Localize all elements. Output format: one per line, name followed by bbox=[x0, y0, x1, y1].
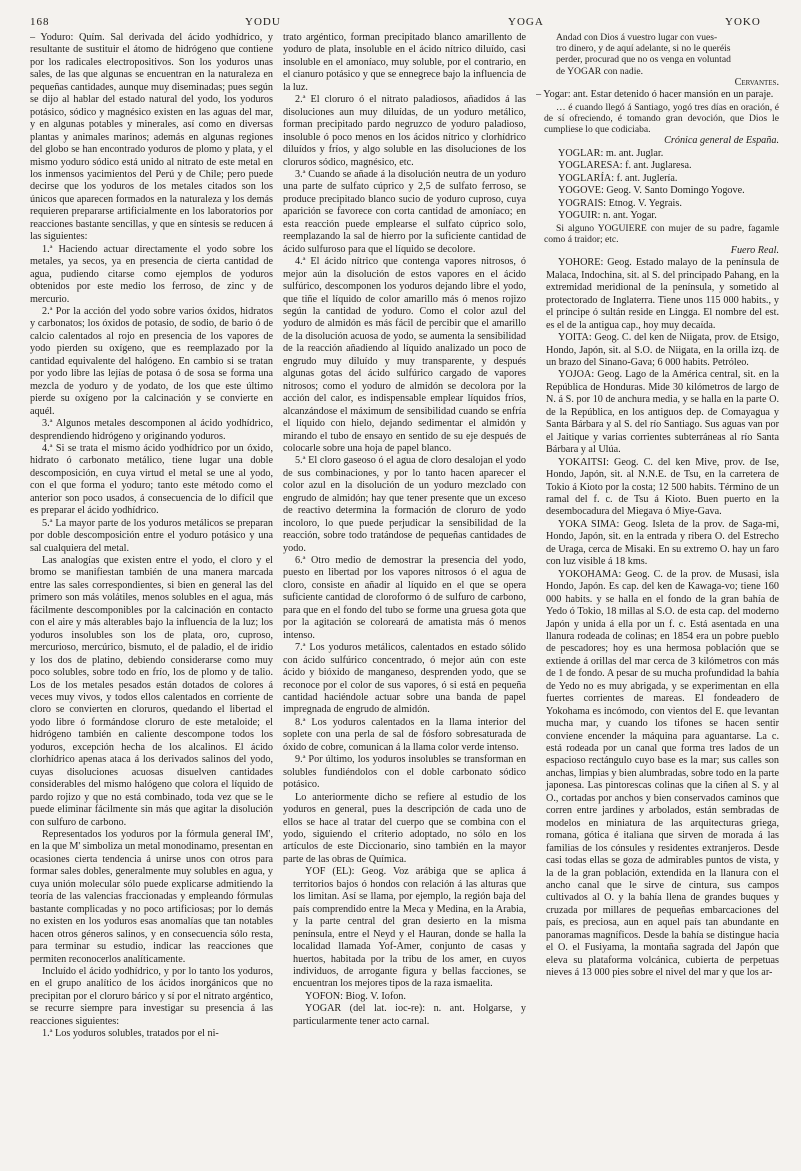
entry-yograis: YOGRAIS: Etnog. V. Yegrais. bbox=[558, 197, 682, 209]
page-number: 168 bbox=[30, 16, 50, 28]
yoduro-method-2: 2.ª Por la acción del yodo sobre varios óxidos, hidratos y carbonatos; los óxidos de potasio, de sodio, de bario ó de calcio calentados al rojo en presencia de los vapores de yodo pierden su oxígeno, que es reemplazado por la cantidad equivalente del halógeno. En cambio si se tratan por yodo libre las lejías de potasa ó de sosa se forma una mezcla de yoduro y de yodato, de los que este último pierde su oxígeno por la calcinación y se convierte en aquél. bbox=[30, 305, 273, 417]
yoguir-source: Fuero Real. bbox=[730, 244, 779, 256]
yoduro-analysis-intro: Incluído el ácido yodhídrico, y por lo tanto los yoduros, en el grupo analítico de los ácidos inorgánicos que no precipitan por el cloruro bárico y sí por el nitrato argéntico, se recurre siempre para investigar su presencia á las reacciones siguientes: bbox=[30, 965, 273, 1027]
yoduro-method-3: 3.ª Algunos metales descomponen al ácido yodhídrico, desprendiendo hidrógeno y originando yoduros. bbox=[30, 418, 273, 442]
yoguir-quote: Si alguno YOGUIERE con mujer de su padre, fagamle como á traidor; etc. bbox=[544, 222, 779, 245]
yoduro-reaction-7: 7.ª Los yoduros metálicos, calentados en estado sólido con ácido sulfúrico concentrado, ó mejor aún con este ácido y bióxido de manganeso, desprenden yodo, que se reconoce por el color de sus vapores, ó si está en pequeña cantidad haciéndole actuar sobre una banda de papel impregnada de engrudo de almidón. bbox=[283, 642, 526, 716]
yoduro-formula: Representados los yoduros por la fórmula general IM', en la que M' simboliza un metal monodinamo, presentan en ocasiones cierta tendencia á unirse unos con otros para formar sales dobles, generalmente muy solubles en agua, y cuya unión molecular sólo puede explicarse admitiendo la teoría de las valencias fraccionadas y empleando fórmulas bastante complicadas y no poco artificiosas; por lo demás no existen en los yoduros esas anomalías que tan notables hacen otros géneros salinos, y en consecuencia sólo resta, para terminar su estudio, indicar las reacciones que permiten reconocerlos analíticamente. bbox=[30, 829, 273, 965]
yoduro-reaction-8: 8.ª Los yoduros calentados en la llama interior del soplete con una perla de sal de fósforo sobresaturada de óxido de cobre, comunican á la llama color verde intenso. bbox=[283, 716, 526, 753]
entry-yoglar: YOGLAR: m. ant. Juglar. bbox=[558, 147, 664, 159]
guide-word-center: YOGA bbox=[508, 16, 544, 28]
yoduro-reaction-3: 3.ª Cuando se añade á la disolución neutra de un yoduro una parte de sulfato cúprico y 2,5 de sulfato ferroso, se produce precipitado blanco sucio de yoduro cuproso, cuya aparición se favorece con corta cantidad de amoníaco; en esta reacción puede emplearse el sulfato cúprico solo, reemplazando la sal de hierro por la suficiente cantidad de ácido sulfuroso para que el líquido se decolore. bbox=[283, 168, 526, 255]
entry-yoguir: YOGUIR: n. ant. Yogar. bbox=[558, 210, 657, 222]
yogar-definition: – Yogar: ant. Estar detenido ó hacer mansión en un paraje. bbox=[536, 89, 774, 101]
yoduro-reaction-6: 6.ª Otro medio de demostrar la presencia del yodo, puesto en libertad por los vapores nitrosos ó el agua de cloro, consiste en añadir al líquido en el que se opera suficiente cantidad de cloroformo ó de sulfuro de carbono, para que en el fondo del tubo se forme una gruesa gota que por la agitación se coloreará de amatista más ó menos intenso. bbox=[283, 555, 526, 641]
yoduro-analogies: Las analogías que existen entre el yodo, el cloro y el bromo se manifiestan también de una manera marcada entre las sales correspondientes, si bien en general las del primero son más volátiles, menos solubles en el agua, más fácilmente descomponibles por la calcinación en contacto con el aire y más alterables bajo la influencia de la luz; los yoduros insolubles son los de plata, oro, cuproso, mercurioso, mercúrico, bismuto, el de paladio, el de iridio y los dos de platino, debiendo considerarse como muy poco solubles, sobre todo en frío, los de plomo y de talio. Los de los metales pesados están dotados de colores á veces muy vivos, y todos ellos calentados en corriente de cloro se convierten en cloruros, quedando el libertad el yodo libre ó formándose cloruro de este metaloide; el hidrógeno también en caliente descompone todos los yoduros, excepción hecha de los alcalinos. El ácido clorhídrico apenas ataca á los derivados salinos del yodo, cuyas disoluciones acuosas disuelven cantidades considerables del mismo halógeno que colora el líquido de pardo rojizo y que no está combinado, toda vez que se le puede eliminar fácilmente sin más que agitar la disolución con sulfuro de carbono. bbox=[30, 555, 273, 828]
yoduro-closing-note: Lo anteriormente dicho se refiere al estudio de los yoduros en general, pues la descripción de cada uno de ellos se hace al tratar del cuerpo que se combina con el yodo, siguiendo el criterio adoptado, no sólo en los artículos de este Diccionario, sino también en la mayor parte de las obras de Química. bbox=[283, 791, 526, 865]
entry-yoka-sima: YOKA SIMA: Geog. Isleta de la prov. de Saga-mi, Hondo, Japón, sit. en la entrada y ribera O. del Estrecho de Uraga, cerca de Misaki. En su extremo O. hay un faro con luz visible á 18 kms. bbox=[546, 518, 779, 568]
yoduro-definition: – Yoduro: Quím. Sal derivada del ácido yodhídrico, y resultante de sustituir el átomo de hidrógeno que contiene por los radicales electropositivos. Son los yoduros unas sales, de las que algunas se encuentran en la naturaleza en pequeñas cantidades, aunque muy diseminadas; pues según se dijo al hablar del estado natural del yodo, los yoduros potásico, sódico y magnésico existen en las aguas del mar, y en algunas potables y minerales, así como en diversas plantas y animales marinos; además en algunas regiones del globo se han encontrado yoduros de plomo y plata, y el mismo yoduro sódico está unido al nitrato de este metal en los inmensos yacimientos del Perú y de Chile; pero puede decirse que los yoduros de los metales citados son los únicos que aparecen formados en la naturaleza y los demás requieren prepararse artificialmente en los laboratorios por reacciones bastante sencillas, y que en síntesis se reducen á las siguientes: bbox=[30, 32, 273, 243]
entry-yojoa: YOJOA: Geog. Lago de la América central, sit. en la República de Honduras. Mide 30 kilómetros de largo de N. á S. por 10 de anchura media, y se halla en la parte O. de la República, en los antiguos dep. de Comayagua y Santa Bárbara y al S. del río Santiago. Sus aguas van por el Jaitique y varias corrientes subterráneas al río Santa Bárbara y al Ulúa. bbox=[546, 369, 779, 456]
guide-word-right: YOKO bbox=[725, 16, 761, 28]
column-2 bbox=[283, 32, 526, 1161]
entry-yoita: YOITA: Geog. C. del ken de Niigata, prov. de Etsigo, Hondo, Japón, sit. al S.O. de Niigata, en la orilla izq. de un brazo del Sinano-Gava; 6 000 habits. Petróleo. bbox=[546, 332, 779, 368]
entry-yoglaresa: YOGLARESA: f. ant. Juglaresa. bbox=[558, 160, 692, 172]
yoduro-method-1: 1.ª Haciendo actuar directamente el yodo sobre los metales, ya secos, ya en presencia de cierta cantidad de agua, pudiendo citarse como ejemplos de yoduros obtenidos por este medio los ferroso, de zinc y de mercurio. bbox=[30, 243, 273, 305]
quote-line: Andad con Dios á vuestro lugar con vues- bbox=[556, 32, 718, 43]
quote-line: de YOGAR con nadie. bbox=[556, 65, 644, 77]
quote-line: tro dinero, y de aquí adelante, si no le queréis bbox=[556, 43, 731, 55]
entry-yokohama: YOKOHAMA: Geog. C. de la prov. de Musasi, isla Hondo, Japón. Es cap. del ken de Kawaga-vo; tiene 160 000 habits. y se halla en el fondo de la gran bahía de Yedo ó Tokio, 18 millas al S.O. de esta cap. del moderno Japón y unida á ella por un f. c. Está asentada en una llanura rodeada de colinas; en 1854 era un pobre pueblo de pescadores; hoy es una hermosa población que se extiende á orillas del mar cerca de 3 kilómetros con más de 1 de fondo. A pesar de su mucha profundidad la bahía de Yedo no es muy abrigada, y se experimentan en ella fuertes corrientes de mareas. El fondeadero de Yokohama es incómodo, con vientos del E. que levantan mucha mar, y cuando los tifones se hacen sentir conviene encender la máquina para aguantarse. La c. está rodeada por un canal que forma tres lados de un espacioso rectángulo cuyo base es la mar; sus calles son anchas, limpias y bien alumbradas, sobre todo en la parte japonesa. Las pintorescas colinas que la ciñen al S. y al O., cortadas por anchos y bien conservados caminos que corren entre jardines y arbolados, están sembradas de modelos en miniatura de las arquitecturas griega, romana, gótica é italiana que sirven de morada á las familias de los cónsules y residentes extranjeros. Desde casi todas ellas se goza de admirables puntos de vista, y la de la gran población, extendida en la llanura con el ancho canal que le sirve de cintura, sus campos cultivados al O. y la bahía llena de grandes buques y cruzada por millares de pequeñas embarcaciones del país, es preciosa, aun en aquel país tan abundante en panoramas magníficos. Desde la bahía se distingue hacia el O. el Fusiyama, la montaña sagrada del Japón que eleva su plataforma volcánica, cubierta de perpetuas nieves á 13 000 pies sobre el nivel del mar y que los ar- bbox=[546, 568, 779, 979]
text-columns bbox=[30, 32, 779, 1161]
guide-word-left: YODU bbox=[245, 16, 281, 28]
entry-yof: YOF (EL): Geog. Voz arábiga que se aplica á territorios bajos ó hondos con relación á las alturas que los limitan. Así se llama, por ejemplo, la región baja del país comprendido entre la Meca y Medina, en la Arabia, y la parte central del gran desierto en la misma península, entre el Neyd y el Hauran, donde se halla la localidad llamada Yof-Amer, conjunto de casas y huertos, habitada por la tribu de los amer, en cuyos individuos, de arrogante figura y bellas facciones, se encuentran los mejores tipos de la raza ismaelita. bbox=[293, 866, 526, 990]
quote-author: Cervantes. bbox=[734, 76, 779, 88]
yoduro-reaction-1-start: 1.ª Los yoduros solubles, tratados por el ni- bbox=[42, 1028, 219, 1040]
page-header bbox=[30, 10, 779, 34]
yoduro-reaction-4: 4.ª El ácido nítrico que contenga vapores nitrosos, ó mejor aún la disolución de estos vapores en el ácido sulfúrico, descomponen los yoduros dejando libre el yodo, que tiñe el líquido de color amarillo más ó menos rojizo según la cantidad de yoduro. Como el color azul del yoduro de almidón es más fácil de percibir que el amarillo de la disolución acuosa de yodo, se aumenta la sensibilidad de la reacción añadiendo al líquido analizado un poco de engrudo muy diluído y muy transparente, y después algunas gotas del ácido sulfúrico cargado de vapores nitrosos; como el yoduro de almidón se decolora por la acción del calor, es indispensable emplear líquidos fríos, alcanzándose el máximum de sensibilidad cuando se enfría el líquido con hielo, dejando sedimentar el almidón y mirando el tubo de ensayo en sentido de su eje después de colocarle sobre una hoja de papel blanco. bbox=[283, 256, 526, 454]
entry-yoglaria: YOGLARÍA: f. ant. Juglería. bbox=[558, 172, 678, 184]
entry-yogar: YOGAR (del lat. ioc‑re): n. ant. Holgarse, y particularmente tener acto carnal. bbox=[293, 1003, 526, 1027]
column-1 bbox=[30, 32, 273, 1161]
yoduro-reaction-9: 9.ª Por último, los yoduros insolubles se transforman en solubles fundiéndolos con el doble carbonato sódico potásico. bbox=[283, 754, 526, 791]
yogar-source: Crónica general de España. bbox=[664, 135, 779, 147]
yoduro-reaction-2: 2.ª El cloruro ó el nitrato paladiosos, añadidos á las disoluciones aun muy diluídas, de un yoduro metálico, forman precipitado pardo negruzco de yoduro paladioso, insoluble ó poco menos en los ácidos nítrico y clorhídrico diluídos y fríos, y algo soluble en las disoluciones de los cloruros sódico, magnésico, etc. bbox=[283, 94, 526, 168]
yoduro-method-5: 5.ª La mayor parte de los yoduros metálicos se preparan por doble descomposición entre el yoduro potásico y una sal cualquiera del metal. bbox=[30, 517, 273, 554]
yoduro-reaction-5: 5.ª El cloro gaseoso ó el agua de cloro desalojan el yodo de sus combinaciones, y por lo tanto hacen aparecer el color azul en la disolución de un yoduro mezclado con engrudo de almidón; hay que tener presente que un exceso de reactivo determina la formación de cloruro de yodo incoloro, lo que puede perjudicar la sensibilidad de la reacción, sobre todo tratándose de pequeñas cantidades de yodo. bbox=[283, 455, 526, 554]
entry-yogove: YOGOVE: Geog. V. Santo Domingo Yogove. bbox=[558, 185, 745, 197]
yogar-quote: … é cuando llegó á Santiago, yogó tres días en oración, é de sí ofreciendo, é tomando gran devoción, que Dios le cumpliese lo que codiciaba. bbox=[544, 101, 779, 136]
entry-yokaitsi: YOKAITSI: Geog. C. del ken Mive, prov. de Ise, Hondo, Japón, sit. al N.N.E. de Tsu, en la carretera de Tokio á Kioto por la costa; 12 500 habits. Término de un ramal del f. c. de Tsu á Kioto. Buen puerto en la desembocadura del Miegava ó Miye-Gava. bbox=[546, 456, 779, 518]
entry-yofon: YOFON: Biog. V. Iofon. bbox=[305, 990, 406, 1002]
yoduro-reaction-1-end: trato argéntico, forman precipitado blanco amarillento de yoduro de plata, insoluble en el ácido nítrico diluído, casi insoluble en el amoníaco, muy soluble, por el contrario, en el cianuro potásico y que se ennegrece bajo la influencia de la luz. bbox=[283, 32, 526, 93]
yoduro-method-4: 4.ª Si se trata el mismo ácido yodhídrico por un óxido, hidrato ó carbonato metálico, tiene lugar una doble descomposición, en cuya virtud el metal se une al yodo, con el que forma el yoduro; tanto este método como el anterior son poco usados, á consecuencia de lo difícil que es preparar el ácido yodhídrico. bbox=[30, 442, 273, 517]
quote-line: perder, procurad que no os venga en voluntad bbox=[556, 54, 731, 66]
entry-yohore: YOHORE: Geog. Estado malayo de la península de Malaca, Indochina, sit. al S. del principado Pahang, en la extremidad meridional de la península, y sometido al protectorado de Inglaterra. Tiene unos 115 000 habits., y el príncipe ó sultán reside en Lingga. El nombre del est. es el de la antigua cap., hoy muy decaída. bbox=[546, 257, 779, 331]
column-3 bbox=[536, 32, 779, 1161]
